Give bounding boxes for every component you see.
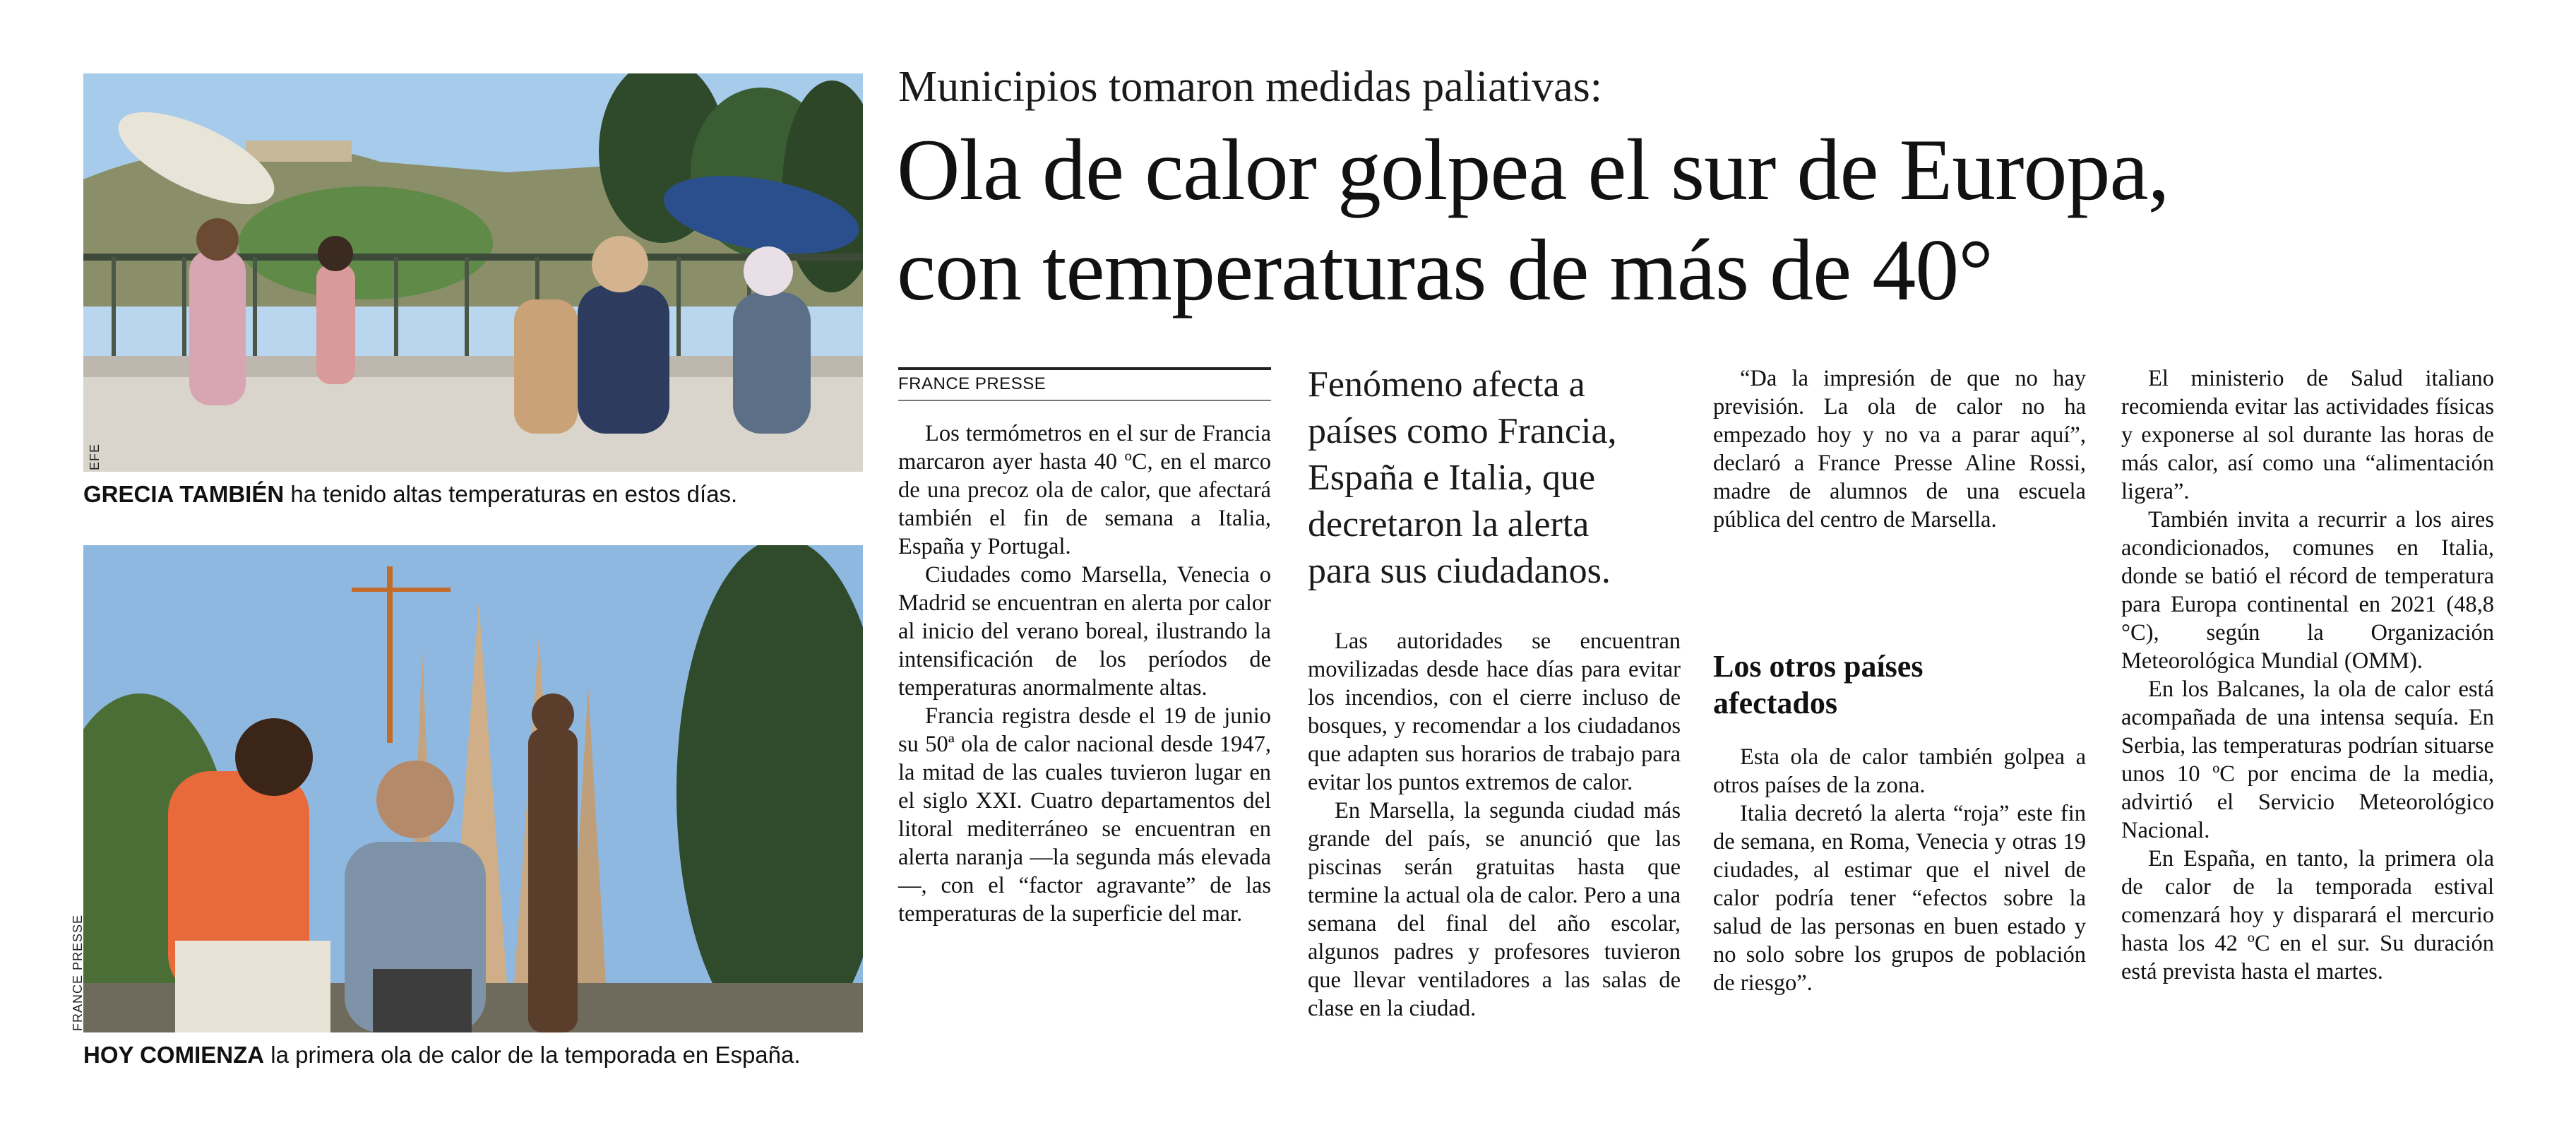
paragraph: Los termómetros en el sur de Francia marcaron ayer hasta 40 ºC, en el marco de una precoz ola de calor, que afectará también el fin de semana a Italia, España y Portugal. bbox=[898, 421, 1271, 559]
subhead: Los otros países afectados bbox=[1713, 649, 1924, 720]
paragraph: “Da la impresión de que no hay previsión. La ola de calor no ha empezado hoy y no va a parar aquí”, declaró a France Presse Aline Rossi, madre de alumnos de una escuela pública del centro de Marsella. bbox=[1713, 366, 2086, 532]
paragraph: El ministerio de Salud italiano recomienda evitar las actividades físicas y exponerse al sol durante las horas de más calor, así como una “alimentación ligera”. bbox=[2121, 366, 2494, 504]
column-3 bbox=[1713, 364, 2086, 534]
paragraph: También invita a recurrir a los aires acondicionados, comunes en Italia, donde se batió el récord de temperatura para Europa continental en 2021 (48,8 °C), según la Organización Meteorológica Mundial (OMM). bbox=[2121, 507, 2494, 674]
paragraph: En Marsella, la segunda ciudad más grande del país, se anunció que las piscinas serán gratuitas hasta que termine la actual ola de calor. Pero a una semana del final del año escolar, algunos padres y profesores tuvieron que llevar ventiladores a las salas de clase en la ciudad. bbox=[1308, 798, 1681, 1021]
column-3-lower bbox=[1713, 743, 2086, 997]
agency-rule-top bbox=[898, 367, 1271, 370]
photo-spain bbox=[83, 545, 863, 1032]
paragraph: Francia registra desde el 19 de junio su 50ª ola de calor nacional desde 1947, la mitad de las cuales tuvieron lugar en el siglo XXI. Cuatro departamentos del litoral mediterráneo se encuentran en alerta naranja —la segunda más elevada—, con el “factor agravante” de las temperaturas de la superficie del mar. bbox=[898, 703, 1271, 927]
kicker: Municipios tomaron medidas paliativas: bbox=[898, 63, 1602, 111]
agency-rule-bottom bbox=[898, 400, 1271, 401]
caption-bold-spain: HOY COMIENZA bbox=[83, 1042, 265, 1068]
caption-text-spain: la primera ola de calor de la temporada en España. bbox=[264, 1042, 801, 1068]
paragraph: Las autoridades se encuentran movilizadas desde hace días para evitar los incendios, con el cierre incluso de bosques, y recomendar a los ciudadanos que adapten sus horarios de trabajo para evitar los puntos extremos de calor. bbox=[1308, 629, 1681, 795]
caption-text-greece: ha tenido altas temperaturas en estos días. bbox=[284, 481, 738, 507]
deck: Fenómeno afecta a países como Francia, España e Italia, que decretaron la alerta para sus ciudadanos. bbox=[1308, 364, 1617, 591]
paragraph: En los Balcanes, la ola de calor está acompañada de una intensa sequía. En Serbia, las temperaturas podrían situarse unos 10 ºC por encima de la media, advirtió el Servicio Meteorológico Nacional. bbox=[2121, 677, 2494, 843]
paragraph: En España, en tanto, la primera ola de calor de la temporada estival comenzará hoy y disparará el mercurio hasta los 42 ºC en el sur. Su duración está prevista hasta el martes. bbox=[2121, 846, 2494, 984]
headline-line-1: Ola de calor golpea el sur de Europa, bbox=[897, 121, 2169, 218]
paragraph: Ciudades como Marsella, Venecia o Madrid se encuentran en alerta por calor al inicio del verano boreal, ilustrando la intensificación de los períodos de temperaturas anormalmente altas. bbox=[898, 562, 1271, 701]
photo-caption-spain bbox=[83, 1041, 801, 1069]
photo-greece bbox=[83, 73, 863, 472]
photo-credit-spain: FRANCE PRESSE bbox=[71, 914, 85, 1031]
photo-credit-greece: EFE bbox=[88, 443, 102, 470]
paragraph: Italia decretó la alerta “roja” este fin de semana, en Roma, Venecia y otras 19 ciudades, al estimar que el nivel de calor podría tener “efectos sobre la salud de las personas en buen estado y no solo sobre los grupos de población de riesgo”. bbox=[1713, 801, 2086, 996]
column-4 bbox=[2121, 364, 2494, 986]
headline bbox=[897, 120, 2563, 321]
agency-byline: FRANCE PRESSE bbox=[898, 374, 1046, 393]
paragraph: Esta ola de calor también golpea a otros países de la zona. bbox=[1713, 744, 2086, 798]
column-1 bbox=[898, 419, 1271, 928]
photo-caption-greece bbox=[83, 480, 737, 508]
column-2 bbox=[1308, 627, 1681, 1023]
caption-bold-greece: GRECIA TAMBIÉN bbox=[83, 481, 285, 507]
headline-line-2: con temperaturas de más de 40° bbox=[897, 222, 1993, 319]
